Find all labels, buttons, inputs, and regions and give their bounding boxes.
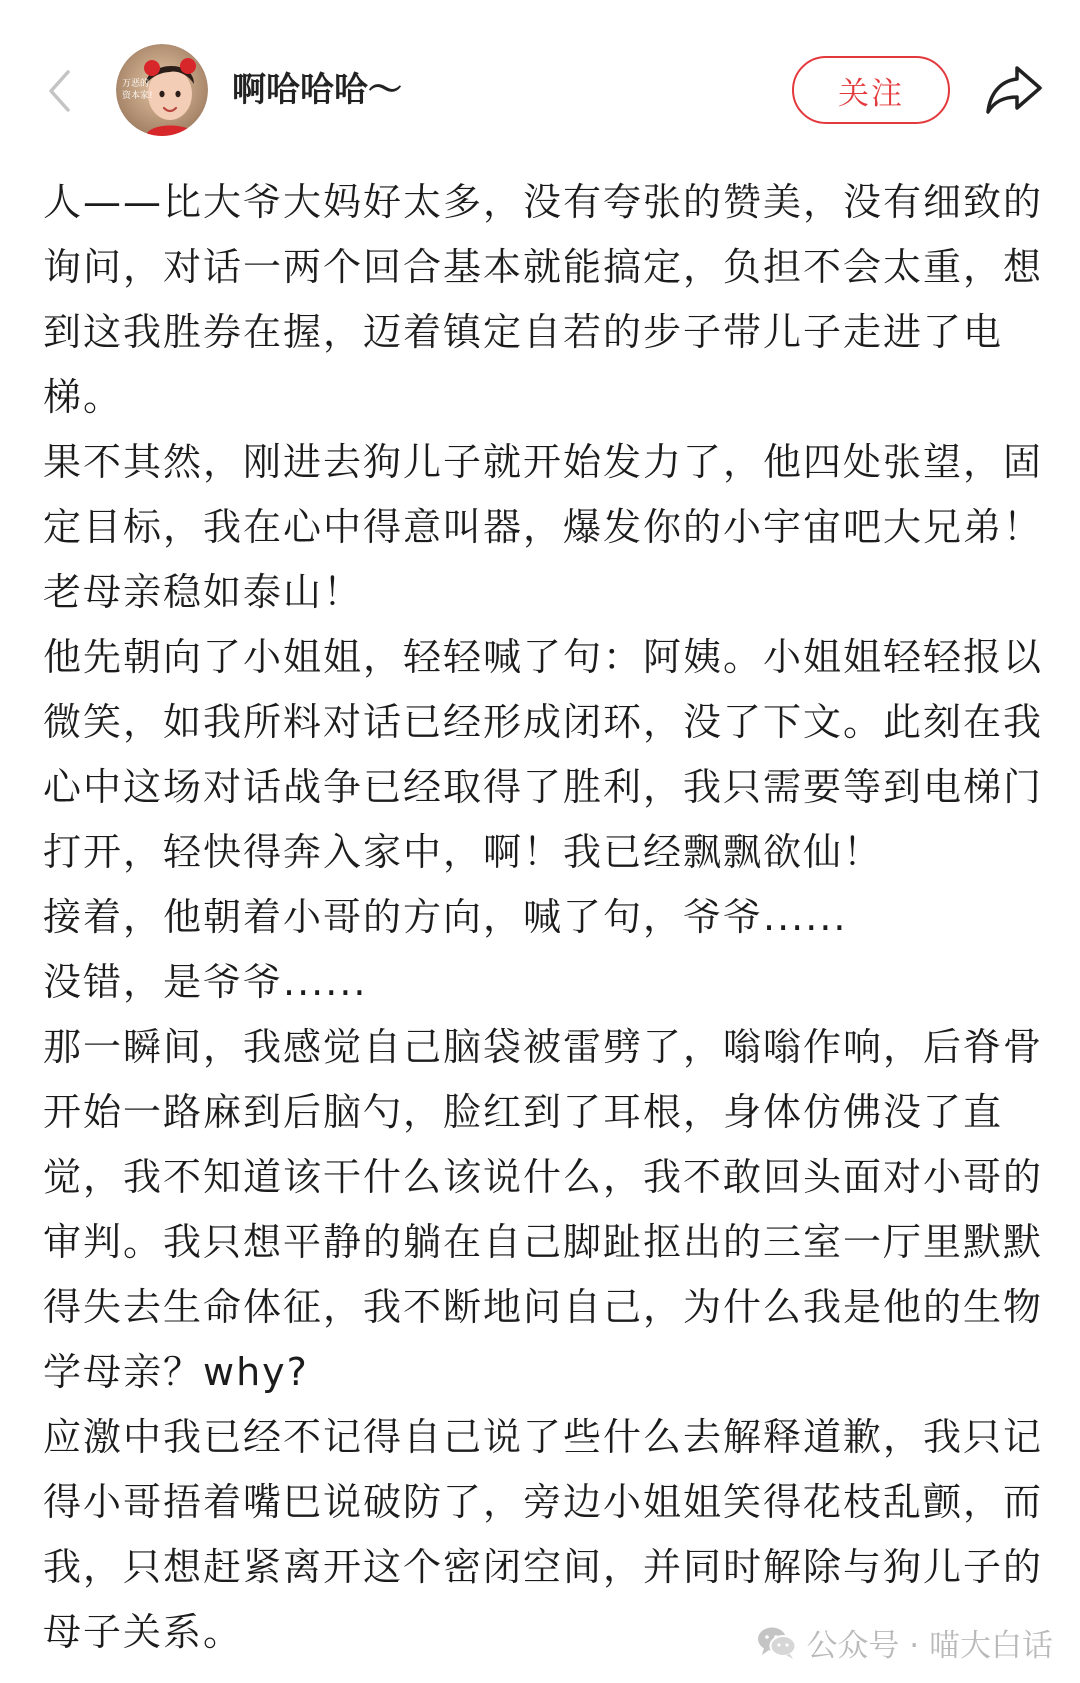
share-icon xyxy=(984,62,1044,116)
follow-button[interactable]: 关注 xyxy=(792,56,950,124)
article-paragraph: 那一瞬间，我感觉自己脑袋被雷劈了，嗡嗡作响，后脊骨开始一路麻到后脑勺，脸红到了耳根，身体仿佛没了直觉，我不知道该干什么该说什么，我不敢回头面对小哥的审判。我只想平静的躺在自己脚趾抠出的三室一厅里默默得失去生命体征，我不断地问自己，为什么我是他的生物学母亲？why? xyxy=(43,1025,1044,1394)
share-button[interactable] xyxy=(984,62,1044,116)
article-paragraph: 果不其然，刚进去狗儿子就开始发力了，他四处张望，固定目标，我在心中得意叫器，爆发你的小宇宙吧大兄弟！ xyxy=(43,440,1044,549)
article-paragraph: 他先朝向了小姐姐，轻轻喊了句：阿姨。小姐姐轻轻报以微笑，如我所料对话已经形成闭环，没了下文。此刻在我心中这场对话战争已经取得了胜利，我只需要等到电梯门打开，轻快得奔入家中，啊！我已经飘飘欲仙！ xyxy=(43,635,1044,874)
avatar-image xyxy=(116,44,208,136)
post-header xyxy=(0,0,1080,160)
wechat-icon xyxy=(756,1624,798,1660)
watermark xyxy=(756,1620,1053,1664)
username[interactable]: 啊哈哈哈～ xyxy=(232,70,402,110)
article-body xyxy=(43,170,1045,1670)
article-paragraph: 没错，是爷爷...... xyxy=(43,960,368,1004)
article-paragraph: 应激中我已经不记得自己说了些什么去解释道歉，我只记得小哥捂着嘴巴说破防了，旁边小姐姐笑得花枝乱颤，而我，只想赶紧离开这个密闭空间，并同时解除与狗儿子的母子关系。 xyxy=(43,1415,1044,1654)
avatar[interactable] xyxy=(116,44,208,136)
watermark-text: 公众号 · 喵大白话 xyxy=(806,1627,1053,1664)
article-paragraph: 老母亲稳如泰山！ xyxy=(43,570,364,614)
back-button[interactable] xyxy=(44,66,74,116)
avatar-caption-line: 万恶的 xyxy=(122,79,150,89)
avatar-caption-line: 资本家! xyxy=(122,91,153,101)
article-paragraph: 接着，他朝着小哥的方向，喊了句，爷爷...... xyxy=(43,895,848,939)
article-paragraph: 人——比大爷大妈好太多，没有夸张的赞美，没有细致的询问，对话一两个回合基本就能搞定，负担不会太重，想到这我胜券在握，迈着镇定自若的步子带儿子走进了电梯。 xyxy=(43,180,1044,419)
chevron-left-icon xyxy=(44,66,74,116)
